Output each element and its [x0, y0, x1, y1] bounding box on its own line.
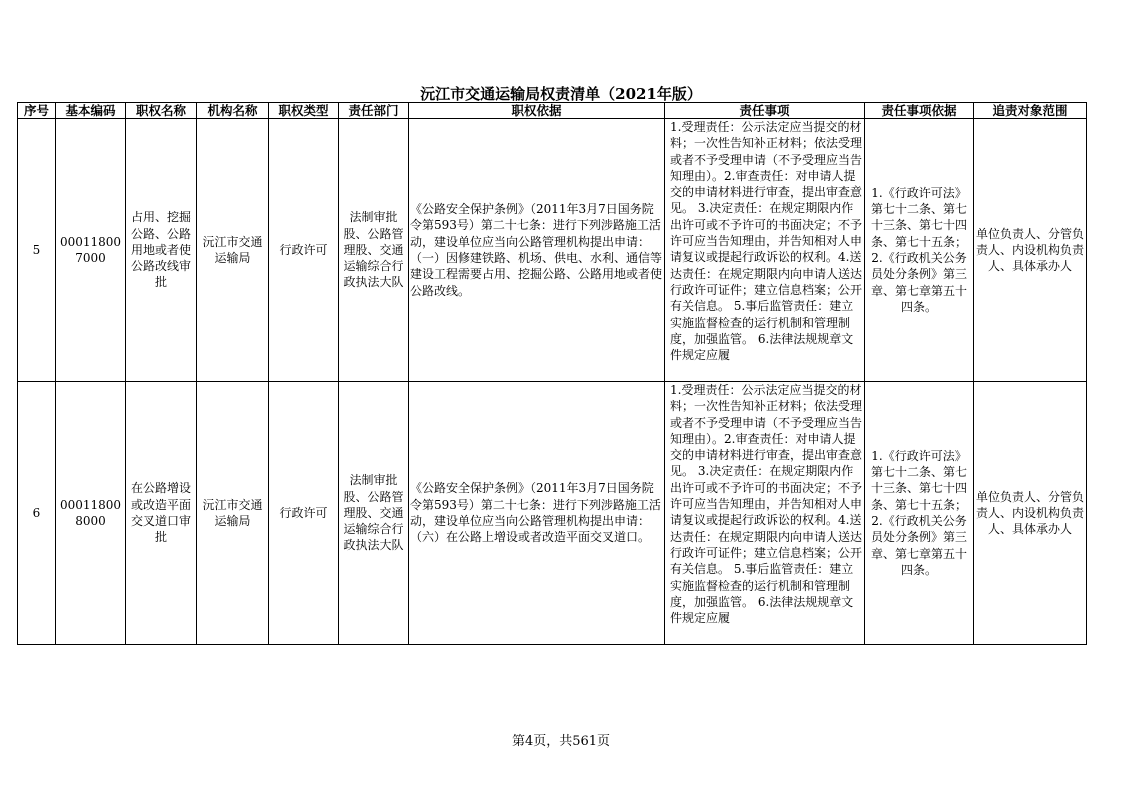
header-duty-basis: 责任事项依据 — [865, 103, 974, 119]
cell-duty-basis: 1.《行政许可法》第七十二条、第七十三条、第七十四条、第七十五条；2.《行政机关公务员处分条例》第三章、第七章第五十四条。 — [865, 119, 974, 382]
header-duty: 责任事项 — [665, 103, 865, 119]
table-row — [18, 119, 1087, 382]
header-no: 序号 — [18, 103, 56, 119]
cell-duty-basis: 1.《行政许可法》第七十二条、第七十三条、第七十四条、第七十五条；2.《行政机关公务员处分条例》第三章、第七章第五十四条。 — [865, 382, 974, 645]
cell-code: 000118008000 — [56, 382, 126, 645]
cell-org: 沅江市交通运输局 — [197, 119, 269, 382]
page-title: 沅江市交通运输局权责清单（2021年版） — [420, 85, 702, 103]
cell-type: 行政许可 — [269, 119, 339, 382]
cell-type: 行政许可 — [269, 382, 339, 645]
cell-no: 5 — [18, 119, 56, 382]
header-code: 基本编码 — [56, 103, 126, 119]
cell-name: 在公路增设或改造平面交叉道口审批 — [126, 382, 197, 645]
cell-dept: 法制审批股、公路管理股、交通运输综合行政执法大队 — [339, 119, 409, 382]
cell-duty — [665, 119, 865, 382]
table-row — [18, 382, 1087, 645]
duty-text: 1.受理责任：公示法定应当提交的材料；一次性告知补正材料；依法受理或者不予受理申请（不予受理应当告知理由）。2.审查责任：对申请人提交的申请材料进行审查，提出审查意见。 3.决定责任：在规定期限内作出许可或不予许可的书面决定；不予许可应当告知理由，并告知相对人申请复议或提起行政诉讼的权利。4.送达责任：在规定期限内向申请人送达行政许可证件；建立信息档案；公开有关信息。 5.事后监管责任：建立实施监督检查的运行机制和管理制度，加强监管。 6.法律法规规章文件规定应履 — [670, 120, 862, 363]
duty-text: 1.受理责任：公示法定应当提交的材料；一次性告知补正材料；依法受理或者不予受理申请（不予受理应当告知理由）。2.审查责任：对申请人提交的申请材料进行审查，提出审查意见。 3.决定责任：在规定期限内作出许可或不予许可的书面决定；不予许可应当告知理由，并告知相对人申请复议或提起行政诉讼的权利。4.送达责任：在规定期限内向申请人送达行政许可证件；建立信息档案；公开有关信息。 5.事后监管责任：建立实施监督检查的运行机制和管理制度，加强监管。 6.法律法规规章文件规定应履 — [670, 383, 862, 626]
cell-dept: 法制审批股、公路管理股、交通运输综合行政执法大队 — [339, 382, 409, 645]
cell-org: 沅江市交通运输局 — [197, 382, 269, 645]
header-scope: 追责对象范围 — [974, 103, 1087, 119]
cell-basis: 《公路安全保护条例》（2011年3月7日国务院令第593号）第二十七条：进行下列涉路施工活动，建设单位应当向公路管理机构提出申请：（六）在公路上增设或者改造平面交叉道口。 — [409, 382, 665, 645]
header-org: 机构名称 — [197, 103, 269, 119]
header-type: 职权类型 — [269, 103, 339, 119]
cell-code: 000118007000 — [56, 119, 126, 382]
page-footer: 第4页，共561页 — [511, 734, 611, 749]
cell-scope: 单位负责人、分管负责人、内设机构负责人、具体承办人 — [974, 119, 1087, 382]
cell-duty — [665, 382, 865, 645]
responsibility-table — [17, 102, 1087, 645]
header-basis: 职权依据 — [409, 103, 665, 119]
header-name: 职权名称 — [126, 103, 197, 119]
cell-name: 占用、挖掘公路、公路用地或者使公路改线审批 — [126, 119, 197, 382]
cell-no: 6 — [18, 382, 56, 645]
cell-scope: 单位负责人、分管负责人、内设机构负责人、具体承办人 — [974, 382, 1087, 645]
header-dept: 责任部门 — [339, 103, 409, 119]
cell-basis: 《公路安全保护条例》（2011年3月7日国务院令第593号）第二十七条：进行下列涉路施工活动，建设单位应当向公路管理机构提出申请：（一）因修建铁路、机场、供电、水利、通信等建设工程需要占用、挖掘公路、公路用地或者使公路改线。 — [409, 119, 665, 382]
table-header-row — [18, 103, 1087, 119]
